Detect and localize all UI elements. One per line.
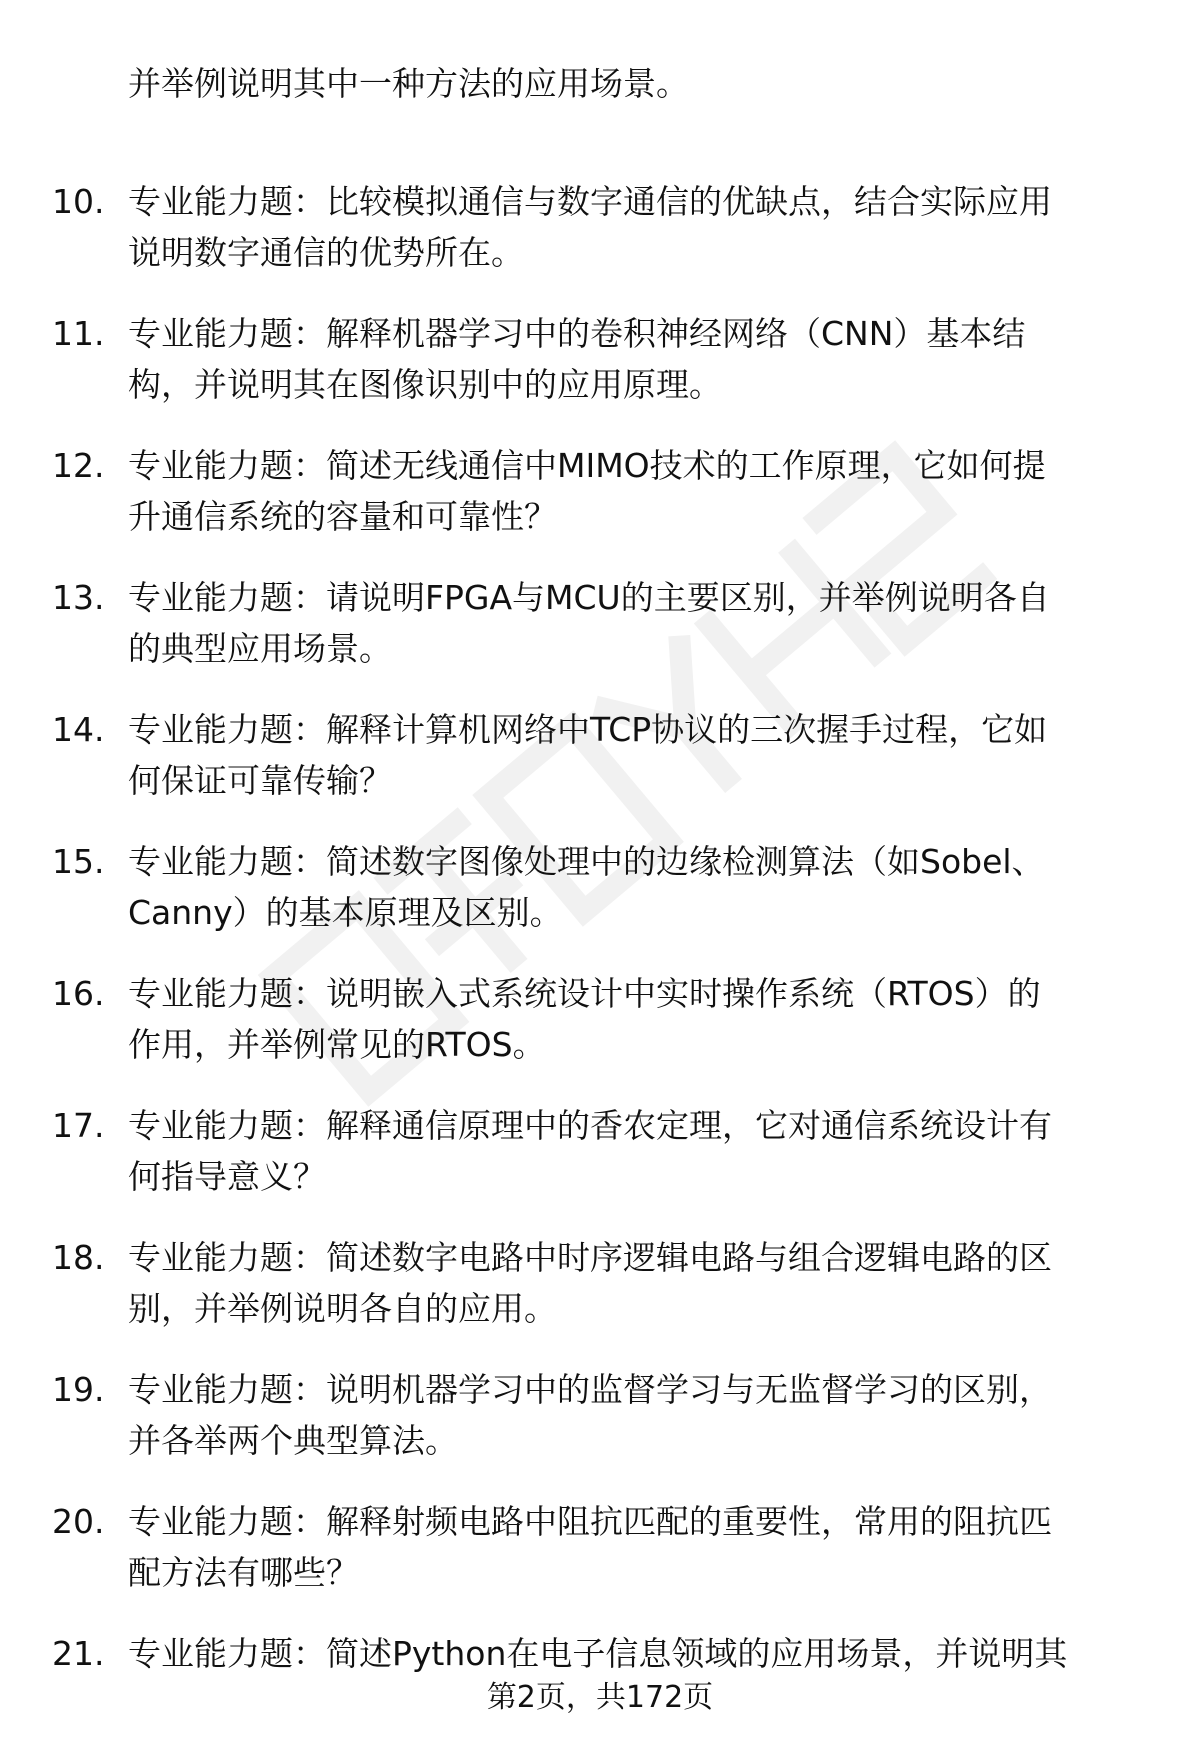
question-line: 何保证可靠传输？ xyxy=(128,761,392,800)
question-line: 何指导意义？ xyxy=(128,1157,326,1196)
question-line: 专业能力题：简述数字图像处理中的边缘检测算法（如Sobel、 xyxy=(128,842,1045,881)
question-list xyxy=(0,176,1200,1760)
question-line: 构，并说明其在图像识别中的应用原理。 xyxy=(128,365,722,404)
question-line: 并各举两个典型算法。 xyxy=(128,1421,458,1460)
question-line: 专业能力题：比较模拟通信与数字通信的优缺点，结合实际应用 xyxy=(128,182,1052,221)
question-text xyxy=(128,836,1158,938)
question-item xyxy=(0,836,1200,968)
question-number: 13. xyxy=(52,578,105,617)
question-item xyxy=(0,308,1200,440)
question-line: 作用，并举例常见的RTOS。 xyxy=(128,1025,546,1064)
question-line: 专业能力题：简述数字电路中时序逻辑电路与组合逻辑电路的区 xyxy=(128,1238,1052,1277)
question-line: 的典型应用场景。 xyxy=(128,629,392,668)
question-number: 18. xyxy=(52,1238,105,1277)
continuation-line: 并举例说明其中一种方法的应用场景。 xyxy=(128,64,689,103)
question-number: 21. xyxy=(52,1634,105,1673)
question-number: 11. xyxy=(52,314,105,353)
question-text xyxy=(128,704,1158,806)
question-item xyxy=(0,1232,1200,1364)
question-item xyxy=(0,704,1200,836)
question-text xyxy=(128,1628,1158,1679)
question-line: 专业能力题：说明机器学习中的监督学习与无监督学习的区别， xyxy=(128,1370,1052,1409)
question-item xyxy=(0,176,1200,308)
question-item xyxy=(0,440,1200,572)
question-item xyxy=(0,572,1200,704)
question-line: 专业能力题：说明嵌入式系统设计中实时操作系统（RTOS）的 xyxy=(128,974,1041,1013)
question-item xyxy=(0,968,1200,1100)
question-text xyxy=(128,176,1158,278)
question-item xyxy=(0,1364,1200,1496)
question-line: 专业能力题：请说明FPGA与MCU的主要区别，并举例说明各自 xyxy=(128,578,1050,617)
question-line: 说明数字通信的优势所在。 xyxy=(128,233,524,272)
question-text xyxy=(128,572,1158,674)
question-number: 17. xyxy=(52,1106,105,1145)
question-text xyxy=(128,1232,1158,1334)
question-item xyxy=(0,1496,1200,1628)
question-line: 专业能力题：解释机器学习中的卷积神经网络（CNN）基本结 xyxy=(128,314,1026,353)
question-number: 15. xyxy=(52,842,105,881)
question-text xyxy=(128,308,1158,410)
question-text xyxy=(128,1364,1158,1466)
question-line: 别，并举例说明各自的应用。 xyxy=(128,1289,557,1328)
question-number: 19. xyxy=(52,1370,105,1409)
question-number: 10. xyxy=(52,182,105,221)
question-text xyxy=(128,1496,1158,1598)
question-line: 专业能力题：解释射频电路中阻抗匹配的重要性，常用的阻抗匹 xyxy=(128,1502,1052,1541)
question-line: 专业能力题：解释通信原理中的香农定理，它对通信系统设计有 xyxy=(128,1106,1052,1145)
question-line: Canny）的基本原理及区别。 xyxy=(128,893,563,932)
question-line: 专业能力题：简述无线通信中MIMO技术的工作原理，它如何提 xyxy=(128,446,1046,485)
question-number: 20. xyxy=(52,1502,105,1541)
question-number: 16. xyxy=(52,974,105,1013)
question-line: 配方法有哪些？ xyxy=(128,1553,359,1592)
question-text xyxy=(128,440,1158,542)
question-line: 专业能力题：解释计算机网络中TCP协议的三次握手过程，它如 xyxy=(128,710,1048,749)
question-number: 14. xyxy=(52,710,105,749)
question-line: 专业能力题：简述Python在电子信息领域的应用场景，并说明其 xyxy=(128,1634,1068,1673)
question-number: 12. xyxy=(52,446,105,485)
question-text xyxy=(128,968,1158,1070)
question-line: 升通信系统的容量和可靠性？ xyxy=(128,497,557,536)
question-text xyxy=(128,1100,1158,1202)
question-item xyxy=(0,1100,1200,1232)
page-footer: 第2页，共172页 xyxy=(486,1680,714,1715)
